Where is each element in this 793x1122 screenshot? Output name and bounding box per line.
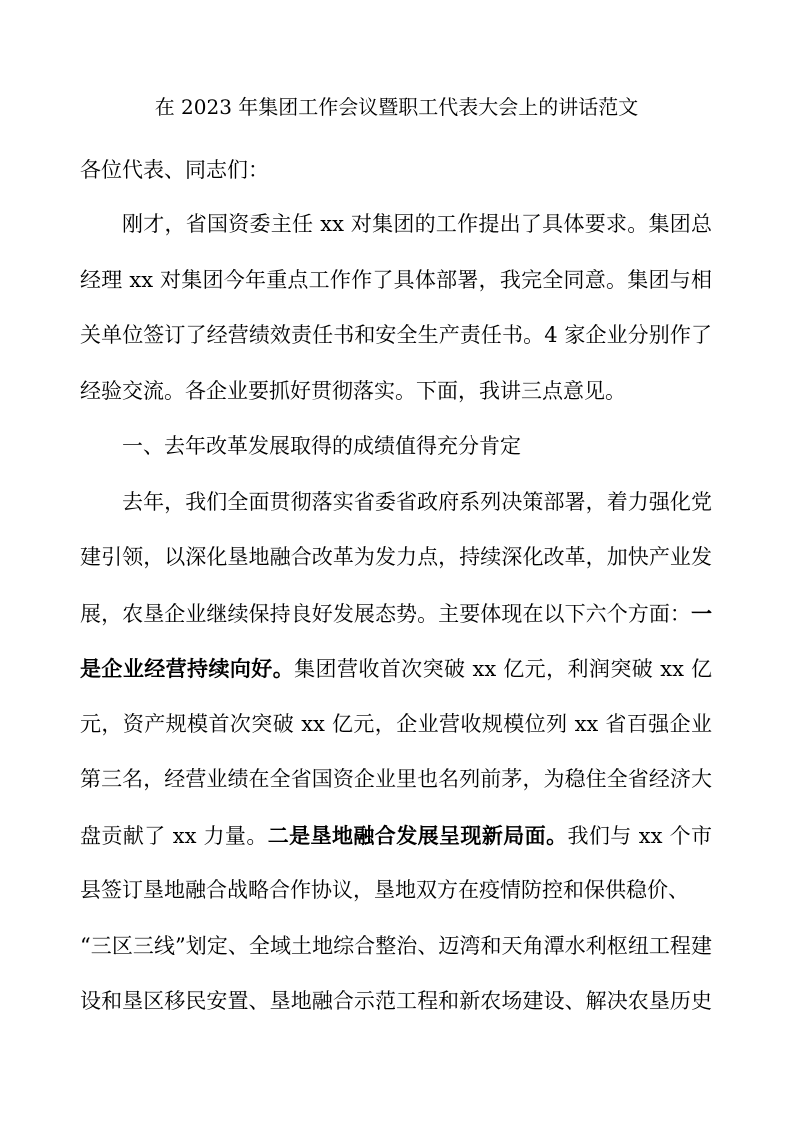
salutation: 各位代表、同志们： (80, 158, 269, 182)
body-line (80, 808, 712, 864)
body-text: 经验交流。各企业要抓好贯彻落实。下面，我讲三点意见。 (80, 378, 626, 403)
body-text: 集团营收首次突破 xx 亿元，利润突破 xx 亿 (294, 657, 712, 681)
body-text: 元，资产规模首次突破 xx 亿元，企业营收规模位列 xx 省百强企业 (80, 711, 712, 736)
body-text: 设和垦区移民安置、垦地融合示范工程和新农场建设、解决农垦历史 (80, 989, 712, 1013)
body-line (80, 253, 712, 309)
body-text: 盘贡献了 xx 力量。 (80, 823, 268, 848)
body-line (80, 641, 712, 697)
body-text: 县签订垦地融合战略合作协议，垦地双方在疫情防控和保供稳价、 (80, 878, 689, 902)
body-line (80, 586, 712, 642)
section-heading-text: 一、去年改革发展取得的成绩值得充分肯定 (122, 434, 521, 458)
document-body (80, 197, 712, 1030)
body-text: 关单位签订了经营绩效责任书和安全生产责任书。4 家企业分别作了 (80, 323, 712, 347)
body-text: “三区三线”划定、全域土地综合整治、迈湾和天角潭水利枢纽工程建 (80, 933, 712, 958)
document-title: 在 2023 年集团工作会议暨职工代表大会上的讲话范文 (154, 95, 639, 119)
body-line (80, 697, 712, 753)
body-line (80, 530, 712, 586)
body-text: 刚才，省国资委主任 xx 对集团的工作提出了具体要求。集团总 (122, 212, 712, 236)
bold-emphasis: 是企业经营持续向好。 (80, 656, 295, 681)
body-text: 第三名，经营业绩在全省国资企业里也名列前茅，为稳住全省经济大 (80, 767, 712, 791)
body-text: 去年，我们全面贯彻落实省委省政府系列决策部署，着力强化党 (122, 489, 712, 514)
body-text: 建引领，以深化垦地融合改革为发力点，持续深化改革，加快产业发 (80, 545, 712, 569)
body-line (80, 863, 712, 919)
body-line (80, 919, 712, 975)
body-line (80, 752, 712, 808)
body-line (80, 364, 712, 420)
body-line (80, 974, 712, 1030)
bold-emphasis: 二是垦地融合发展呈现新局面。 (267, 822, 568, 848)
body-text: 我们与 xx 个市 (567, 823, 712, 848)
body-line (80, 308, 712, 364)
body-text: 展，农垦企业继续保持良好发展态势。主要体现在以下六个方面： (80, 601, 691, 626)
body-line (80, 475, 712, 531)
body-line (80, 197, 712, 253)
bold-emphasis: 一 (691, 600, 712, 626)
body-text: 经理 xx 对集团今年重点工作作了具体部署，我完全同意。集团与相 (80, 267, 712, 292)
section-heading (80, 419, 712, 475)
